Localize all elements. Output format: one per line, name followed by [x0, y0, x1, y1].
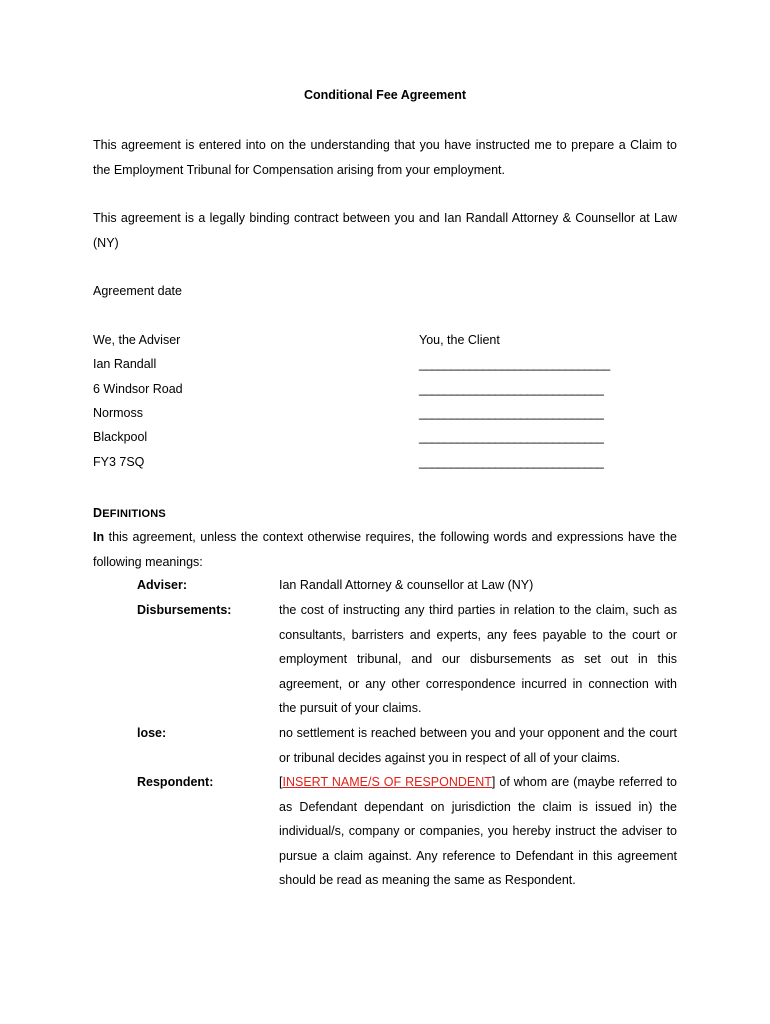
definitions-intro: In this agreement, unless the context otherwise requires, the following words and expressions have the following meanings:	[93, 530, 677, 569]
adviser-heading: We, the Adviser	[93, 333, 181, 347]
binding-paragraph: This agreement is a legally binding contract between you and Ian Randall Attorney & Counsellor at Law (NY)	[93, 211, 677, 250]
adviser-postcode: FY3 7SQ	[93, 455, 145, 469]
adviser-name: Ian Randall	[93, 357, 157, 371]
adviser-address-line: Blackpool	[93, 430, 148, 444]
intro-paragraph: This agreement is entered into on the understanding that you have instructed me to prepare a Claim to the Employment Tribunal for Compensation arising from your employment.	[93, 138, 677, 177]
client-blank-line[interactable]: _____________________________	[419, 382, 604, 396]
adviser-address-line: Normoss	[93, 406, 144, 420]
client-heading: You, the Client	[419, 333, 500, 347]
agreement-date-label: Agreement date	[93, 284, 182, 298]
definition-term-lose: lose:	[137, 726, 167, 740]
definition-term-respondent: Respondent:	[137, 775, 214, 789]
definitions-heading: DEFINITIONS	[93, 506, 166, 520]
document-title: Conditional Fee Agreement	[303, 88, 467, 102]
definition-text-adviser: Ian Randall Attorney & counsellor at Law (NY)	[279, 578, 534, 592]
client-blank-line[interactable]: ______________________________	[419, 357, 610, 371]
definition-term-adviser: Adviser:	[137, 578, 188, 592]
respondent-placeholder[interactable]: INSERT NAME/S OF RESPONDENT	[282, 775, 492, 789]
adviser-address-line: 6 Windsor Road	[93, 382, 183, 396]
definition-text-disbursements: the cost of instructing any third parties in relation to the claim, such as consultants, barristers and experts, any fees payable to the court or employment tribunal, and our disbursements as set out in this agreement, or any other correspondence incurred in connection with the pursuit of your claims.	[279, 603, 677, 716]
client-blank-line[interactable]: _____________________________	[419, 455, 604, 469]
definition-text-lose: no settlement is reached between you and your opponent and the court or tribunal decides against you in respect of all of your claims.	[279, 726, 677, 765]
client-blank-line[interactable]: _____________________________	[419, 406, 604, 420]
client-blank-line[interactable]: _____________________________	[419, 430, 604, 444]
definition-text-respondent: [INSERT NAME/S OF RESPONDENT] of whom are (maybe referred to as Defendant dependant on jurisdiction the claim is issued in) the individual/s, company or companies, you hereby instruct the adviser to pursue a claim against. Any reference to Defendant in this agreement should be read as meaning the same as Respondent.	[279, 775, 677, 888]
definition-term-disbursements: Disbursements:	[137, 603, 232, 617]
